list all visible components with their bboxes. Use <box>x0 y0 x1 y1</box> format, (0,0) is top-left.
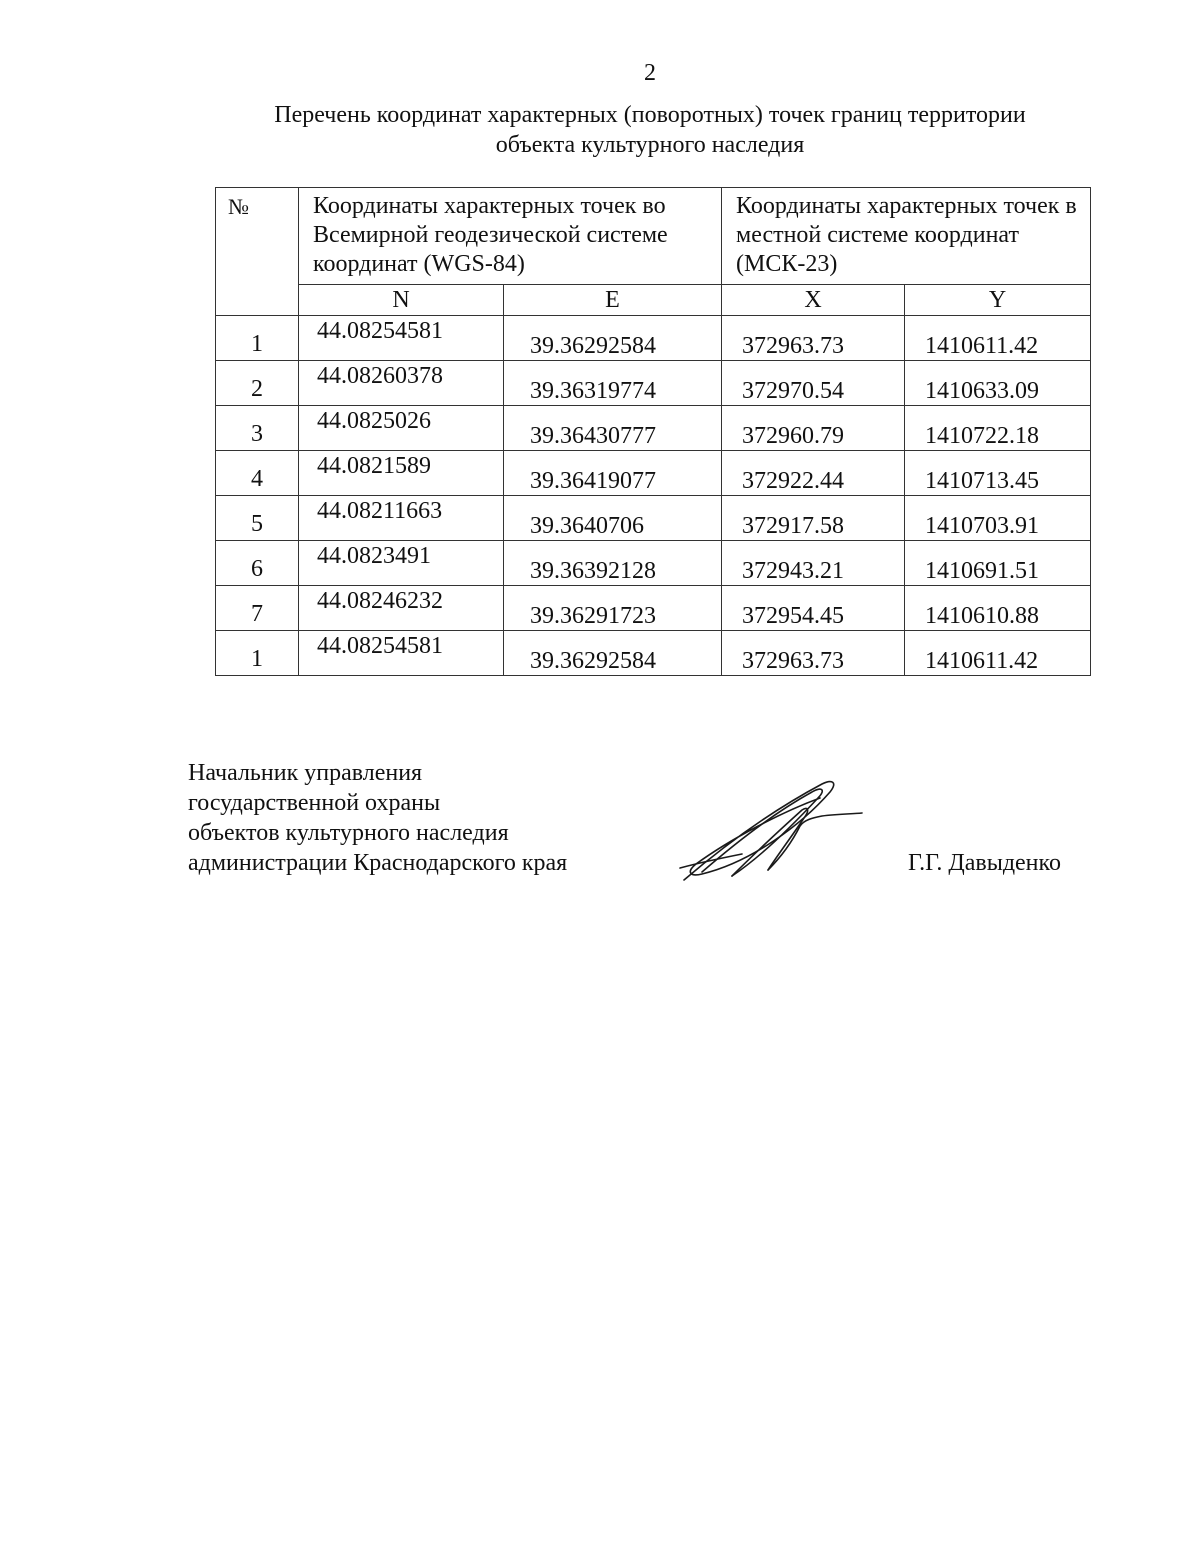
signature-stroke <box>684 782 834 880</box>
cell-x: 372943.21 <box>722 541 905 586</box>
cell-point-number: 4 <box>216 451 299 496</box>
signer-position-line-4: администрации Краснодарского края <box>188 850 568 876</box>
cell-y: 1410611.42 <box>905 316 1091 361</box>
cell-e: 39.36292584 <box>504 316 722 361</box>
cell-e: 39.36292584 <box>504 631 722 676</box>
coordinates-table <box>215 187 1091 676</box>
cell-e: 39.36430777 <box>504 406 722 451</box>
cell-n: 44.08246232 <box>299 586 504 631</box>
document-title-line-2: объекта культурного наследия <box>495 132 805 158</box>
cell-e: 39.36291723 <box>504 586 722 631</box>
cell-x: 372917.58 <box>722 496 905 541</box>
cell-x: 372922.44 <box>722 451 905 496</box>
table-row <box>216 406 1091 451</box>
table-row <box>216 361 1091 406</box>
cell-x: 372954.45 <box>722 586 905 631</box>
cell-point-number: 7 <box>216 586 299 631</box>
page-number: 2 <box>644 60 656 86</box>
cell-y: 1410611.42 <box>905 631 1091 676</box>
table-row <box>216 631 1091 676</box>
signer-name: Г.Г. Давыденко <box>908 850 1061 876</box>
table-row <box>216 316 1091 361</box>
signer-position-line-3: объектов культурного наследия <box>188 820 509 846</box>
signature-stroke <box>768 813 862 870</box>
signer-position <box>188 758 567 878</box>
cell-n: 44.0823491 <box>299 541 504 586</box>
cell-e: 39.36319774 <box>504 361 722 406</box>
table-row <box>216 451 1091 496</box>
cell-x: 372963.73 <box>722 631 905 676</box>
cell-e: 39.3640706 <box>504 496 722 541</box>
handwritten-signature <box>672 776 872 886</box>
header-e: E <box>504 285 722 316</box>
cell-y: 1410713.45 <box>905 451 1091 496</box>
cell-x: 372970.54 <box>722 361 905 406</box>
cell-point-number: 3 <box>216 406 299 451</box>
cell-point-number: 5 <box>216 496 299 541</box>
header-x: X <box>722 285 905 316</box>
document-title <box>200 100 1100 160</box>
cell-y: 1410703.91 <box>905 496 1091 541</box>
cell-n: 44.0825026 <box>299 406 504 451</box>
header-number: № <box>216 188 299 316</box>
cell-point-number: 2 <box>216 361 299 406</box>
cell-n: 44.08211663 <box>299 496 504 541</box>
signature-stroke <box>702 789 822 876</box>
cell-n: 44.08254581 <box>299 316 504 361</box>
cell-n: 44.0821589 <box>299 451 504 496</box>
cell-y: 1410722.18 <box>905 406 1091 451</box>
table-row <box>216 496 1091 541</box>
document-title-line-1: Перечень координат характерных (поворотных) точек границ территории <box>274 102 1026 128</box>
signature-stroke <box>680 854 742 868</box>
cell-y: 1410610.88 <box>905 586 1091 631</box>
cell-y: 1410691.51 <box>905 541 1091 586</box>
cell-n: 44.08260378 <box>299 361 504 406</box>
cell-point-number: 6 <box>216 541 299 586</box>
signer-position-line-1: Начальник управления <box>188 760 423 786</box>
cell-x: 372963.73 <box>722 316 905 361</box>
cell-e: 39.36392128 <box>504 541 722 586</box>
table-row <box>216 586 1091 631</box>
table-row <box>216 541 1091 586</box>
cell-x: 372960.79 <box>722 406 905 451</box>
header-msk23-group: Координаты характерных точек в местной системе координат (МСК-23) <box>722 188 1091 285</box>
cell-e: 39.36419077 <box>504 451 722 496</box>
cell-y: 1410633.09 <box>905 361 1091 406</box>
header-n: N <box>299 285 504 316</box>
cell-point-number: 1 <box>216 316 299 361</box>
cell-point-number: 1 <box>216 631 299 676</box>
header-y: Y <box>905 285 1091 316</box>
header-wgs84-group: Координаты характерных точек во Всемирной геодезической системе координат (WGS-84) <box>299 188 722 285</box>
signer-position-line-2: государственной охраны <box>188 790 441 816</box>
cell-n: 44.08254581 <box>299 631 504 676</box>
